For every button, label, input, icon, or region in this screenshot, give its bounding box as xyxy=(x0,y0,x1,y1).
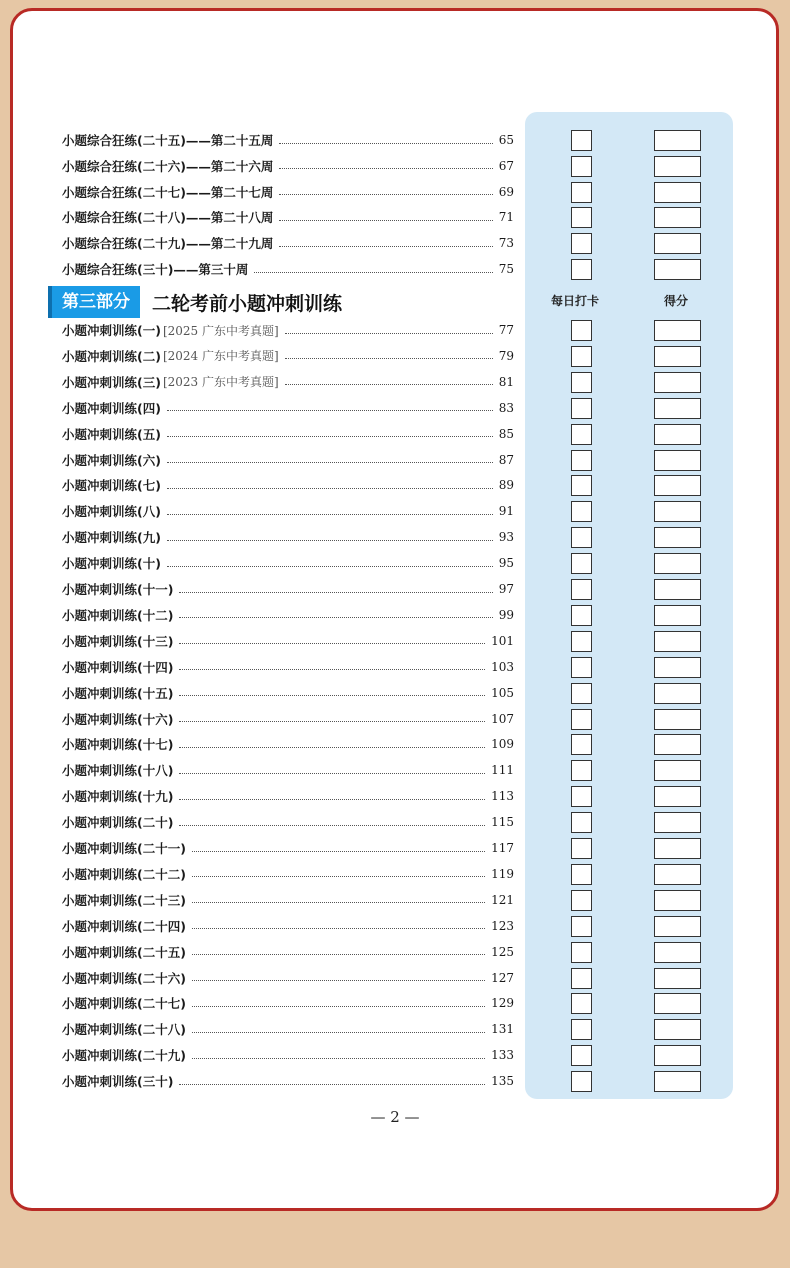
score-box[interactable] xyxy=(654,553,701,574)
toc-entry-title: 小题冲刺训练(二十) xyxy=(62,815,174,831)
dot-leader xyxy=(179,617,492,618)
toc-entry xyxy=(62,258,514,280)
toc-entry-title: 小题综合狂练(二十七)——第二十七周 xyxy=(62,184,274,200)
dot-leader xyxy=(167,540,493,541)
daily-checkin-checkbox[interactable] xyxy=(571,968,592,989)
toc-entry-title: 小题综合狂练(二十五)——第二十五周 xyxy=(62,133,274,148)
toc-entry-title: 小题冲刺训练(二十五) xyxy=(62,944,186,960)
toc-entry xyxy=(62,578,514,600)
tracking-panel xyxy=(525,112,733,1099)
daily-checkin-checkbox[interactable] xyxy=(571,864,592,885)
toc-entry-title: 小题冲刺训练(二十一) xyxy=(62,841,186,856)
score-box[interactable] xyxy=(654,760,701,781)
toc-entry-page: 91 xyxy=(498,504,514,519)
toc-entry xyxy=(62,1044,514,1066)
score-box[interactable] xyxy=(654,1019,701,1040)
dot-leader xyxy=(179,592,492,593)
toc-entry-title: 小题冲刺训练(二十七) xyxy=(62,996,186,1012)
daily-checkin-checkbox[interactable] xyxy=(571,182,592,203)
dot-leader xyxy=(179,799,485,800)
toc-entry-title: 小题综合狂练(二十八)——第二十八周 xyxy=(62,210,274,226)
toc-entry-page: 127 xyxy=(491,970,514,985)
daily-checkin-checkbox[interactable] xyxy=(571,130,592,151)
dot-leader xyxy=(192,1032,485,1033)
toc-entry-title: 小题综合狂练(三十)——第三十周 xyxy=(62,262,249,277)
daily-checkin-checkbox[interactable] xyxy=(571,812,592,833)
toc-entry xyxy=(62,941,514,963)
score-box[interactable] xyxy=(654,968,701,989)
toc-entry-title: 小题冲刺训练(十七) xyxy=(62,737,174,753)
score-box[interactable] xyxy=(654,916,701,937)
toc-entry-page: 79 xyxy=(498,348,514,363)
score-box[interactable] xyxy=(654,346,701,367)
score-box[interactable] xyxy=(654,130,701,151)
score-box[interactable] xyxy=(654,233,701,254)
toc-entry-title: 小题冲刺训练(十六) xyxy=(62,711,174,727)
daily-checkin-checkbox[interactable] xyxy=(571,605,592,626)
toc-entry-title: 小题冲刺训练(五) xyxy=(62,426,161,442)
score-box[interactable] xyxy=(654,424,701,445)
dot-leader xyxy=(167,410,493,411)
toc-entry-page: 125 xyxy=(491,944,514,959)
toc-entry-page: 131 xyxy=(491,1022,514,1037)
section-header xyxy=(48,286,518,318)
daily-checkin-checkbox[interactable] xyxy=(571,553,592,574)
toc-entry-page: 95 xyxy=(498,556,514,571)
dot-leader xyxy=(285,333,493,334)
toc-entry-page: 77 xyxy=(498,323,514,337)
toc-entry-title: 小题冲刺训练(十四) xyxy=(62,659,174,675)
score-box[interactable] xyxy=(654,182,701,203)
score-box[interactable] xyxy=(654,398,701,419)
daily-checkin-checkbox[interactable] xyxy=(571,631,592,652)
score-box[interactable] xyxy=(654,320,701,341)
dot-leader xyxy=(179,721,485,722)
dot-leader xyxy=(179,695,485,696)
toc-entry-title: 小题冲刺训练(八) xyxy=(62,504,161,520)
toc-entry xyxy=(62,785,514,807)
section-badge: 第三部分 xyxy=(48,286,140,318)
score-box[interactable] xyxy=(654,207,701,228)
score-box[interactable] xyxy=(654,579,701,600)
daily-checkin-checkbox[interactable] xyxy=(571,398,592,419)
toc-entry xyxy=(62,449,514,471)
toc-entry-page: 105 xyxy=(491,685,514,700)
toc-entry-title: 小题冲刺训练(九) xyxy=(62,530,161,546)
toc-entry-title: 小题冲刺训练(十) xyxy=(62,556,161,572)
toc-entry xyxy=(62,526,514,548)
toc-entry-title: 小题冲刺训练(六) xyxy=(62,452,161,468)
toc-entry xyxy=(62,474,514,496)
daily-checkin-checkbox[interactable] xyxy=(571,475,592,496)
score-box[interactable] xyxy=(654,259,701,280)
daily-checkin-checkbox[interactable] xyxy=(571,657,592,678)
toc-entry-title: 小题冲刺训练(二) xyxy=(62,348,161,364)
daily-checkin-checkbox[interactable] xyxy=(571,1019,592,1040)
score-box[interactable] xyxy=(654,156,701,177)
score-box[interactable] xyxy=(654,993,701,1014)
dot-leader xyxy=(192,954,485,955)
toc-entry-title: 小题冲刺训练(十三) xyxy=(62,633,174,649)
toc-entry-title: 小题综合狂练(二十九)——第二十九周 xyxy=(62,236,274,252)
toc-entry-page: 83 xyxy=(498,400,514,415)
toc-entry-title: 小题冲刺训练(三十) xyxy=(62,1074,174,1090)
toc-entry xyxy=(62,708,514,730)
toc-entry xyxy=(62,181,514,203)
daily-checkin-checkbox[interactable] xyxy=(571,838,592,859)
toc-entry-title: 小题冲刺训练(二十四) xyxy=(62,918,186,934)
toc-entry-page: 93 xyxy=(498,530,514,545)
daily-checkin-checkbox[interactable] xyxy=(571,1071,592,1092)
daily-checkin-checkbox[interactable] xyxy=(571,346,592,367)
daily-checkin-checkbox[interactable] xyxy=(571,207,592,228)
score-box[interactable] xyxy=(654,657,701,678)
toc-entry-source: [2023 广东中考真题] xyxy=(162,375,279,390)
daily-checkin-checkbox[interactable] xyxy=(571,233,592,254)
toc-entry xyxy=(62,371,514,393)
toc-entry xyxy=(62,552,514,574)
dot-leader xyxy=(179,825,485,826)
toc-entry-page: 89 xyxy=(498,478,514,493)
daily-checkin-checkbox[interactable] xyxy=(571,259,592,280)
daily-checkin-checkbox[interactable] xyxy=(571,942,592,963)
toc-entry-page: 121 xyxy=(491,892,514,907)
daily-checkin-checkbox[interactable] xyxy=(571,372,592,393)
toc-entry-title: 小题冲刺训练(三) xyxy=(62,374,161,390)
dot-leader xyxy=(192,980,485,981)
toc-entry-title: 小题冲刺训练(一) xyxy=(62,323,161,338)
score-box[interactable] xyxy=(654,734,701,755)
dot-leader xyxy=(167,488,493,489)
toc-entry-page: 81 xyxy=(498,374,514,389)
score-box[interactable] xyxy=(654,786,701,807)
dot-leader xyxy=(192,876,485,877)
checkin-column-header: 每日打卡 xyxy=(551,294,600,308)
toc-entry-page: 111 xyxy=(491,763,514,778)
daily-checkin-checkbox[interactable] xyxy=(571,156,592,177)
toc-entry-page: 133 xyxy=(491,1048,514,1063)
page-number: — 2 — xyxy=(370,1108,420,1126)
toc-entry xyxy=(62,759,514,781)
toc-entry-page: 69 xyxy=(498,184,514,199)
toc-entry-title: 小题冲刺训练(四) xyxy=(62,400,161,416)
toc-entry-source: [2025 广东中考真题] xyxy=(162,323,279,338)
dot-leader xyxy=(167,514,493,515)
dot-leader xyxy=(179,773,485,774)
score-box[interactable] xyxy=(654,942,701,963)
toc-entry-page: 135 xyxy=(491,1074,514,1089)
toc-entry-page: 107 xyxy=(491,711,514,726)
daily-checkin-checkbox[interactable] xyxy=(571,890,592,911)
toc-entry-page: 99 xyxy=(498,607,514,622)
score-column-header: 得分 xyxy=(664,294,689,308)
toc-entry-page: 73 xyxy=(498,236,514,251)
toc-entry xyxy=(62,155,514,177)
toc-entry xyxy=(62,682,514,704)
daily-checkin-checkbox[interactable] xyxy=(571,683,592,704)
toc-entry-title: 小题冲刺训练(十一) xyxy=(62,582,174,597)
toc-entry xyxy=(62,397,514,419)
score-box[interactable] xyxy=(654,605,701,626)
dot-leader xyxy=(192,1006,485,1007)
toc-entry xyxy=(62,992,514,1014)
toc-entry xyxy=(62,656,514,678)
toc-entry xyxy=(62,319,514,341)
toc-entry-page: 67 xyxy=(498,158,514,173)
toc-entry xyxy=(62,604,514,626)
score-box[interactable] xyxy=(654,372,701,393)
daily-checkin-checkbox[interactable] xyxy=(571,1045,592,1066)
score-box[interactable] xyxy=(654,683,701,704)
dot-leader xyxy=(285,358,493,359)
toc-entry xyxy=(62,915,514,937)
score-box[interactable] xyxy=(654,864,701,885)
score-box[interactable] xyxy=(654,709,701,730)
toc-entry-title: 小题冲刺训练(二十九) xyxy=(62,1048,186,1064)
toc-entry-title: 小题综合狂练(二十六)——第二十六周 xyxy=(62,158,274,174)
daily-checkin-checkbox[interactable] xyxy=(571,786,592,807)
score-box[interactable] xyxy=(654,475,701,496)
dot-leader xyxy=(279,168,492,169)
toc-entry-page: 117 xyxy=(491,841,514,855)
daily-checkin-checkbox[interactable] xyxy=(571,709,592,730)
toc-entry-page: 109 xyxy=(491,737,514,752)
dot-leader xyxy=(279,220,492,221)
toc-entry-page: 129 xyxy=(491,996,514,1011)
toc-entry-source: [2024 广东中考真题] xyxy=(162,349,279,364)
toc-entry xyxy=(62,1070,514,1092)
dot-leader xyxy=(179,643,485,644)
daily-checkin-checkbox[interactable] xyxy=(571,579,592,600)
daily-checkin-checkbox[interactable] xyxy=(571,450,592,471)
toc-entry-page: 87 xyxy=(498,452,514,467)
toc-entry-page: 65 xyxy=(498,133,514,147)
daily-checkin-checkbox[interactable] xyxy=(571,916,592,937)
toc-entry xyxy=(62,1018,514,1040)
dot-leader xyxy=(279,246,492,247)
toc-entry-title: 小题冲刺训练(十九) xyxy=(62,789,174,805)
dot-leader xyxy=(167,436,493,437)
daily-checkin-checkbox[interactable] xyxy=(571,320,592,341)
dot-leader xyxy=(179,1084,485,1085)
toc-entry xyxy=(62,232,514,254)
toc-entry-title: 小题冲刺训练(二十六) xyxy=(62,970,186,986)
toc-entry-page: 115 xyxy=(491,815,514,830)
toc-entry xyxy=(62,129,514,151)
toc-entry-title: 小题冲刺训练(十八) xyxy=(62,763,174,779)
score-box[interactable] xyxy=(654,631,701,652)
daily-checkin-checkbox[interactable] xyxy=(571,501,592,522)
toc-entry xyxy=(62,500,514,522)
toc-entry-page: 85 xyxy=(498,426,514,441)
toc-entry-title: 小题冲刺训练(二十三) xyxy=(62,892,186,908)
score-box[interactable] xyxy=(654,812,701,833)
daily-checkin-checkbox[interactable] xyxy=(571,760,592,781)
toc-entry-page: 97 xyxy=(498,582,514,596)
toc-entry-page: 71 xyxy=(498,210,514,225)
score-box[interactable] xyxy=(654,1071,701,1092)
dot-leader xyxy=(167,566,493,567)
dot-leader xyxy=(192,902,485,903)
toc-entry-page: 119 xyxy=(491,866,514,881)
daily-checkin-checkbox[interactable] xyxy=(571,424,592,445)
section-title: 二轮考前小题冲刺训练 xyxy=(152,292,343,315)
toc-entry xyxy=(62,837,514,859)
toc-entry-title: 小题冲刺训练(十二) xyxy=(62,607,174,623)
toc-entry xyxy=(62,206,514,228)
dot-leader xyxy=(279,194,492,195)
toc-entry xyxy=(62,967,514,989)
dot-leader xyxy=(192,928,485,929)
score-box[interactable] xyxy=(654,838,701,859)
toc-entry xyxy=(62,630,514,652)
toc-entry-title: 小题冲刺训练(七) xyxy=(62,478,161,494)
toc-entry-page: 113 xyxy=(491,789,514,804)
toc-entry-page: 75 xyxy=(498,262,514,276)
toc-entry xyxy=(62,345,514,367)
score-box[interactable] xyxy=(654,450,701,471)
toc-entry-title: 小题冲刺训练(二十二) xyxy=(62,866,186,882)
toc-entry-page: 123 xyxy=(491,918,514,933)
dot-leader xyxy=(254,272,492,273)
toc-entry xyxy=(62,733,514,755)
dot-leader xyxy=(179,747,485,748)
dot-leader xyxy=(167,462,493,463)
score-box[interactable] xyxy=(654,501,701,522)
dot-leader xyxy=(285,384,493,385)
daily-checkin-checkbox[interactable] xyxy=(571,993,592,1014)
dot-leader xyxy=(192,1058,485,1059)
toc-entry-page: 103 xyxy=(491,659,514,674)
toc-entry xyxy=(62,811,514,833)
dot-leader xyxy=(279,143,492,144)
score-box[interactable] xyxy=(654,1045,701,1066)
toc-entry xyxy=(62,423,514,445)
dot-leader xyxy=(192,851,485,852)
toc-entry-title: 小题冲刺训练(十五) xyxy=(62,685,174,701)
score-box[interactable] xyxy=(654,890,701,911)
toc-entry-page: 101 xyxy=(491,633,514,648)
daily-checkin-checkbox[interactable] xyxy=(571,527,592,548)
dot-leader xyxy=(179,669,485,670)
toc-entry-title: 小题冲刺训练(二十八) xyxy=(62,1022,186,1038)
score-box[interactable] xyxy=(654,527,701,548)
daily-checkin-checkbox[interactable] xyxy=(571,734,592,755)
toc-entry xyxy=(62,863,514,885)
toc-entry xyxy=(62,889,514,911)
